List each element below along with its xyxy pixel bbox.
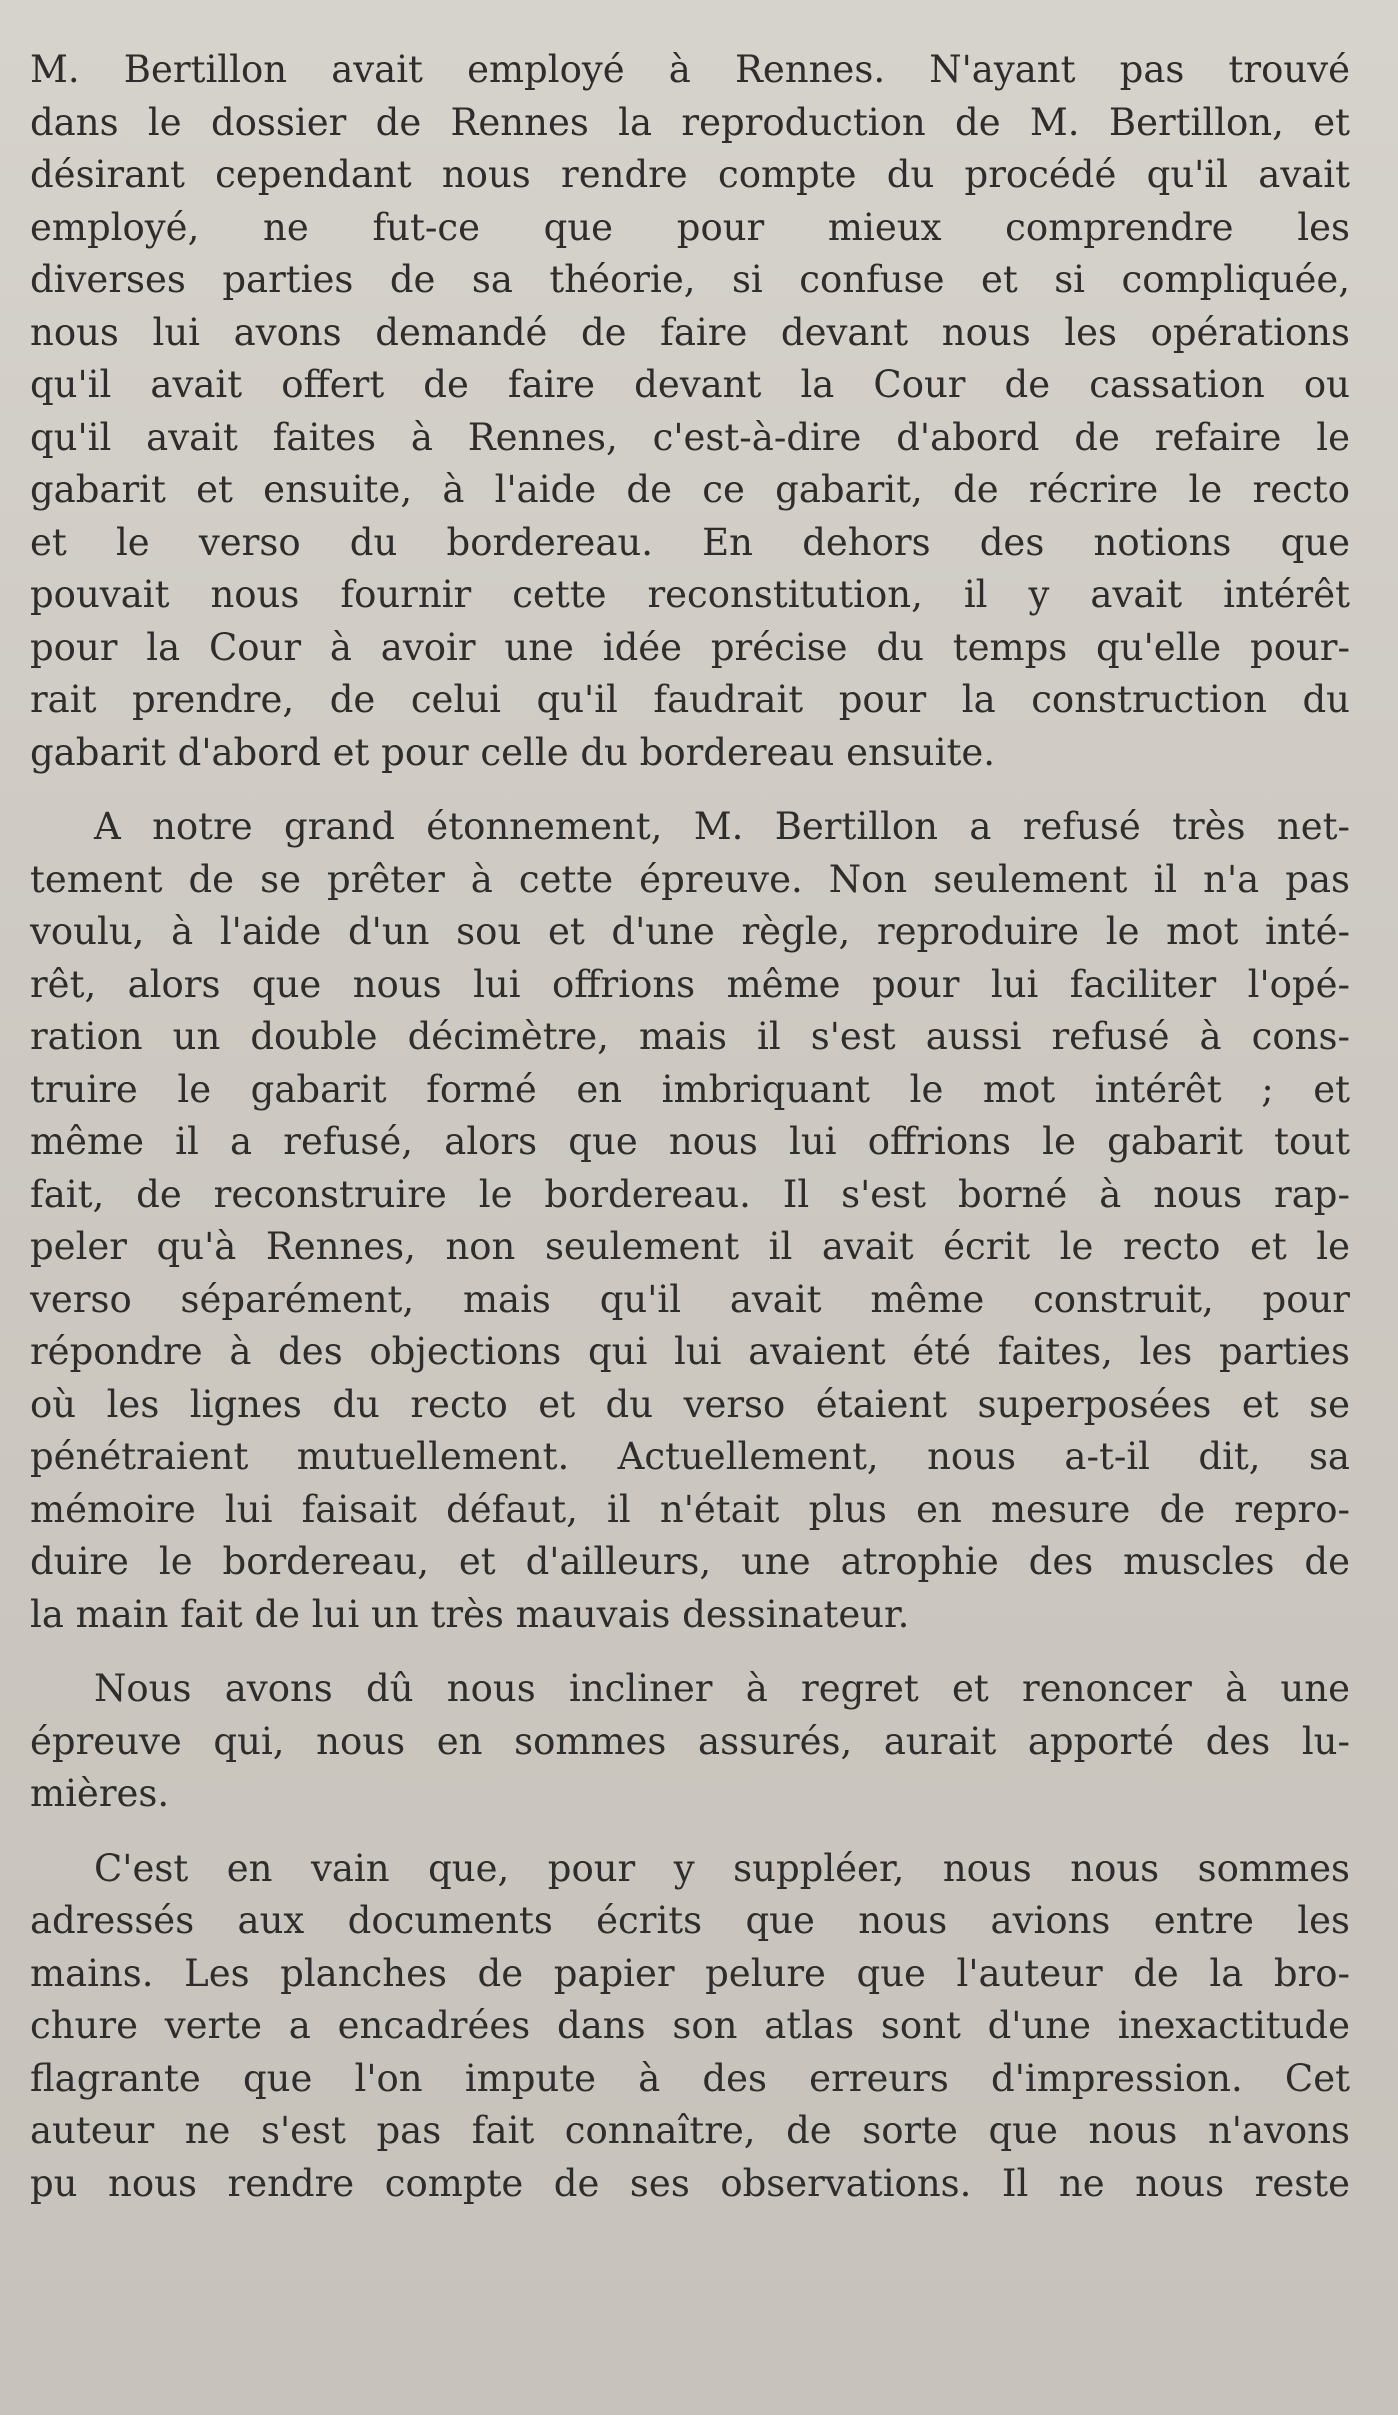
text-line: C'est en vain que, pour y suppléer, nous nous sommes [94,1846,1350,1890]
paragraph-3 [30,1663,1350,1821]
text-line: flagrante que l'on impute à des erreurs d'impression. Cet [30,2056,1350,2100]
text-line: dans le dossier de Rennes la reproduction de M. Bertillon, et [30,100,1350,144]
text-line: mémoire lui faisait défaut, il n'était plus en mesure de repro- [30,1487,1350,1531]
text-line: qu'il avait offert de faire devant la Cour de cassation ou [30,363,1350,406]
paragraph-4 [30,1843,1350,2211]
text-line: désirant cependant nous rendre compte du procédé qu'il avait [30,153,1350,196]
text-line: diverses parties de sa théorie, si confuse et si compliquée, [30,258,1350,301]
text-line: rait prendre, de celui qu'il faudrait pour la construction du [30,678,1350,721]
text-line: pu nous rendre compte de ses observations. Il ne nous reste [30,2161,1350,2205]
text-line: truire le gabarit formé en imbriquant le mot intérêt ; et [30,1067,1350,1111]
text-line: duire le bordereau, et d'ailleurs, une atrophie des muscles de [30,1540,1350,1583]
text-line: qu'il avait faites à Rennes, c'est-à-dire d'abord de refaire le [30,415,1350,459]
text-line: mières. [30,1772,170,1815]
text-line: ration un double décimètre, mais il s'est aussi refusé à cons- [30,1015,1350,1058]
paragraph-2 [30,801,1350,1641]
text-line: nous lui avons demandé de faire devant nous les opérations [30,310,1350,354]
text-line: gabarit d'abord et pour celle du bordereau ensuite. [30,730,995,774]
text-line: même il a refusé, alors que nous lui offrions le gabarit tout [30,1120,1350,1163]
text-line: la main fait de lui un très mauvais dessinateur. [30,1592,910,1636]
text-line: mains. Les planches de papier pelure que l'auteur de la bro- [30,1951,1350,1995]
text-line: employé, ne fut-ce que pour mieux comprendre les [30,205,1350,249]
text-line: rêt, alors que nous lui offrions même pour lui faciliter l'opé- [30,962,1350,1006]
text-line: Nous avons dû nous incliner à regret et renoncer à une [94,1667,1350,1710]
paragraph-1 [30,44,1350,779]
text-line: fait, de reconstruire le bordereau. Il s'est borné à nous rap- [30,1172,1350,1216]
text-line: A notre grand étonnement, M. Bertillon a refusé très net- [94,805,1350,848]
text-line: où les lignes du recto et du verso étaient superposées et se [30,1382,1350,1426]
text-line: auteur ne s'est pas fait connaître, de sorte que nous n'avons [30,2109,1350,2152]
text-line: voulu, à l'aide d'un sou et d'une règle, reproduire le mot inté- [30,910,1350,953]
text-line: verso séparément, mais qu'il avait même construit, pour [30,1277,1350,1321]
text-line: chure verte a encadrées dans son atlas sont d'une inexactitude [30,2004,1350,2047]
text-line: répondre à des objections qui lui avaient été faites, les parties [30,1330,1350,1373]
text-line: pénétraient mutuellement. Actuellement, nous a-t-il dit, sa [30,1435,1350,1478]
text-line: pouvait nous fournir cette reconstitution, il y avait intérêt [30,573,1350,616]
text-line: et le verso du bordereau. En dehors des notions que [30,520,1350,564]
text-line: peler qu'à Rennes, non seulement il avait écrit le recto et le [30,1225,1350,1268]
text-line: tement de se prêter à cette épreuve. Non seulement il n'a pas [30,857,1350,901]
text-line: M. Bertillon avait employé à Rennes. N'ayant pas trouvé [30,48,1350,91]
text-line: adressés aux documents écrits que nous avions entre les [30,1899,1350,1942]
text-line: épreuve qui, nous en sommes assurés, aurait apporté des lu- [30,1719,1350,1763]
text-line: gabarit et ensuite, à l'aide de ce gabarit, de récrire le recto [30,468,1350,511]
text-line: pour la Cour à avoir une idée précise du temps qu'elle pour- [30,625,1350,669]
